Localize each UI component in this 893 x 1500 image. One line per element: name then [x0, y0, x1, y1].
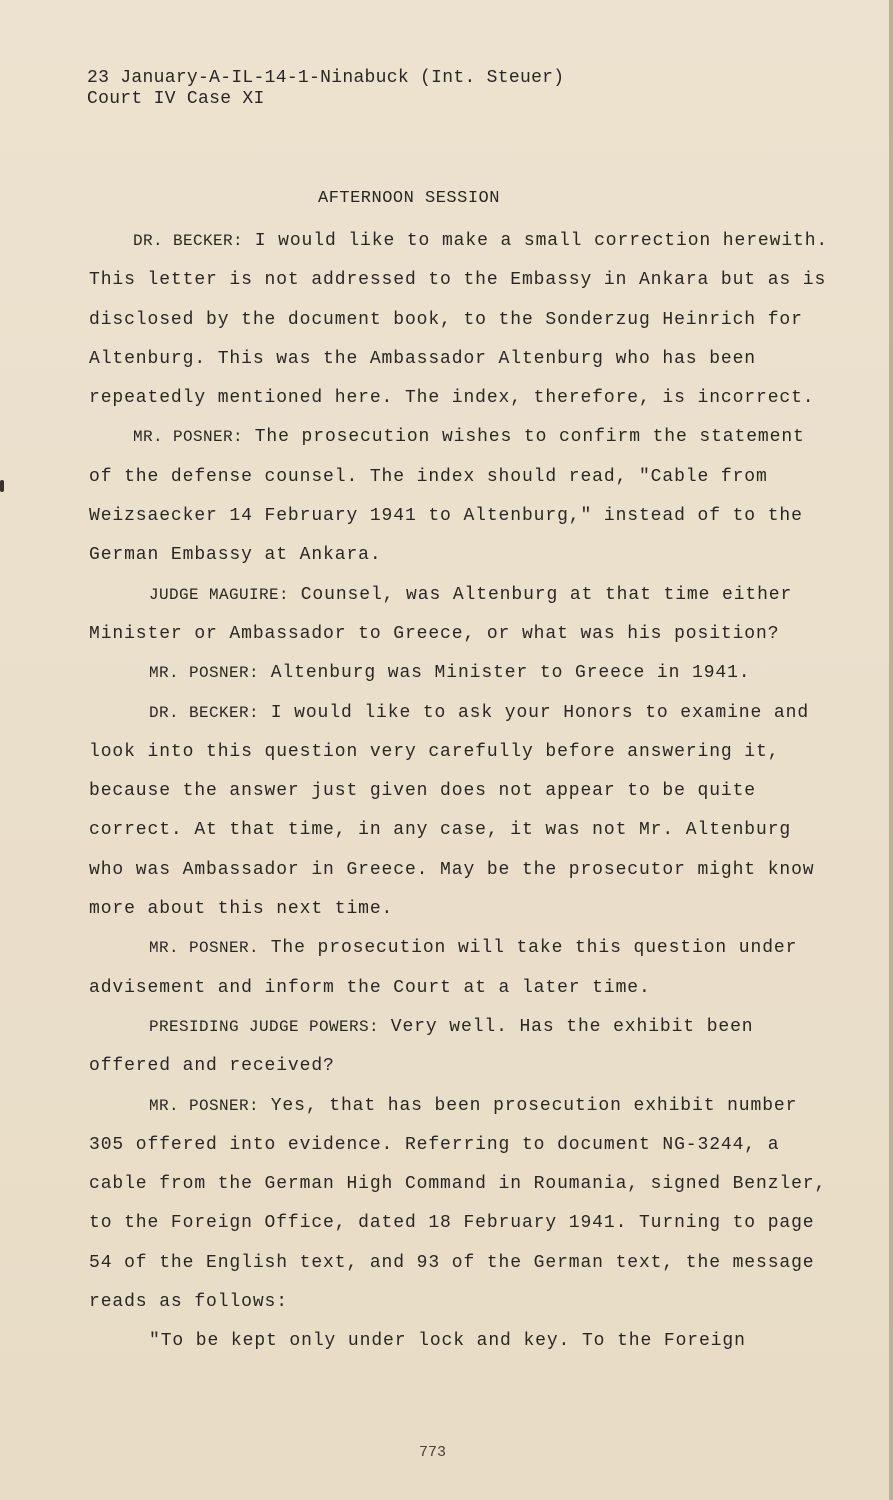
- paragraph-text: I would like to make a small correction herewith. This letter is not addressed to the Embassy in Ankara but as is disclosed by the document book, to the Sonderzug Heinrich for Altenburg. This was the Ambassador Altenburg who has been repeatedly mentioned here. The index, therefore, is incorrect.: [89, 231, 829, 409]
- paragraph-text: Counsel, was Altenburg at that time either Minister or Ambassador to Greece, or what was his position?: [89, 584, 793, 644]
- paragraph-text: "To be kept only under lock and key. To the Foreign: [149, 1331, 746, 1352]
- paragraph-text: Very well. Has the exhibit been offered and received?: [89, 1016, 754, 1077]
- transcript-body: [89, 222, 829, 1362]
- paragraph-posner-2: [89, 654, 829, 693]
- document-header: [87, 68, 564, 110]
- paragraph-powers: [89, 1008, 829, 1087]
- session-title: AFTERNOON SESSION: [318, 189, 500, 208]
- binding-mark: [0, 480, 4, 492]
- paragraph-maguire: [89, 576, 829, 655]
- paragraph-becker-1: [89, 222, 829, 418]
- paragraph-posner-4: [89, 1087, 829, 1323]
- paragraph-text: I would like to ask your Honors to examine and look into this question very carefully before answering it, because the answer just given does not appear to be quite correct. At that time, in any case, it was not Mr. Altenburg who was Ambassador in Greece. May be the prosecutor might know more about this next time.: [89, 702, 815, 920]
- speaker-label: DR. BECKER:: [133, 232, 244, 250]
- speaker-label: MR. POSNER:: [149, 1096, 260, 1115]
- speaker-label: JUDGE MAGUIRE:: [149, 585, 290, 604]
- header-line-1: 23 January-A-IL-14-1-Ninabuck (Int. Steuer): [87, 68, 565, 88]
- paragraph-becker-2: [89, 694, 829, 930]
- paragraph-text: The prosecution will take this question under advisement and inform the Court at a later time.: [89, 938, 798, 998]
- speaker-label: MR. POSNER:: [133, 428, 244, 447]
- paragraph-text: Altenburg was Minister to Greece in 1941.: [270, 663, 751, 684]
- paragraph-quote: [89, 1322, 829, 1361]
- speaker-label: MR. POSNER:: [149, 664, 260, 683]
- paragraph-text: The prosecution wishes to confirm the statement of the defense counsel. The index should read, "Cable from Weizsaecker 14 February 1941 to Altenburg," instead of to the German Embassy at Ankara.: [89, 427, 805, 566]
- speaker-label: DR. BECKER:: [149, 703, 260, 722]
- paragraph-posner-3: [89, 929, 829, 1008]
- page-number: 773: [419, 1444, 447, 1461]
- page-edge: [889, 0, 893, 1500]
- speaker-label: MR. POSNER.: [149, 939, 260, 958]
- paragraph-text: Yes, that has been prosecution exhibit number 305 offered into evidence. Referring to document NG-3244, a cable from the German High Command in Roumania, signed Benzler, to the Foreign Office, dated 18 February 1941. Turning to page 54 of the English text, and 93 of the German text, the message reads as follows:: [89, 1095, 827, 1313]
- speaker-label: PRESIDING JUDGE POWERS:: [149, 1017, 380, 1036]
- paragraph-posner-1: [89, 418, 829, 575]
- header-line-2: Court IV Case XI: [87, 89, 265, 109]
